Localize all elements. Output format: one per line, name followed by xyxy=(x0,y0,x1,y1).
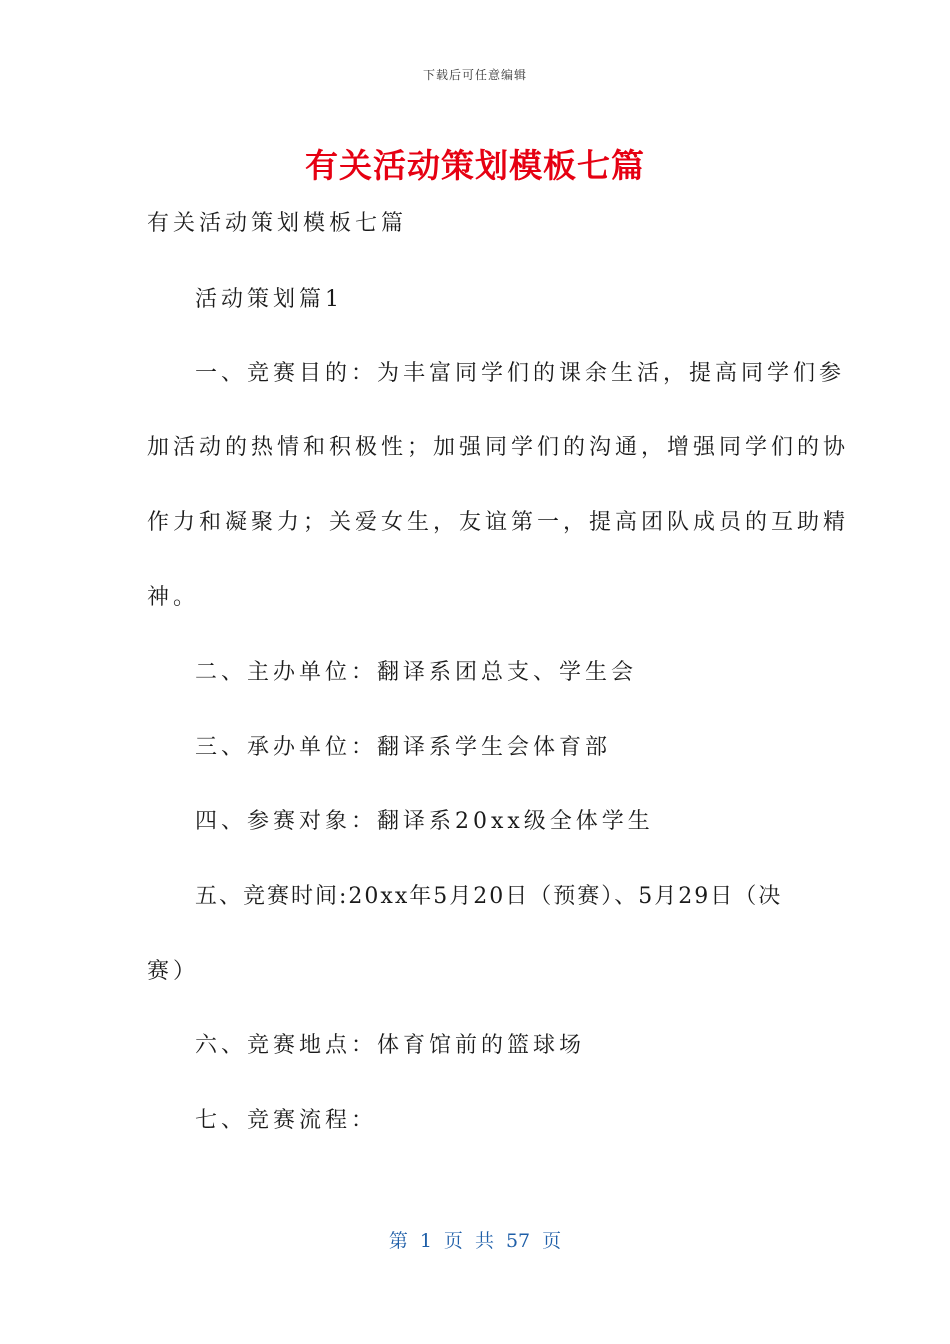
paragraph-line: 四、参赛对象：翻译系20xx级全体学生 xyxy=(195,809,654,834)
section-heading: 活动策划篇1 xyxy=(195,287,343,312)
paragraph-line: 三、承办单位：翻译系学生会体育部 xyxy=(195,735,612,760)
header-note: 下载后可任意编辑 xyxy=(422,68,527,82)
footer-total-pages: 57 xyxy=(505,1230,531,1252)
paragraph-line: 五、竞赛时间:20xx年5月20日（预赛）、5月29日（决 xyxy=(195,884,783,909)
paragraph-line: 七、竞赛流程： xyxy=(195,1108,378,1133)
document-title: 有关活动策划模板七篇 xyxy=(305,146,645,185)
footer-suffix: 页 xyxy=(542,1230,562,1252)
paragraph-line: 作力和凝聚力；关爱女生，友谊第一，提高团队成员的互助精 xyxy=(147,510,850,535)
paragraph-line: 一、竞赛目的：为丰富同学们的课余生活，提高同学们参 xyxy=(195,361,846,386)
paragraph-line: 加活动的热情和积极性；加强同学们的沟通，增强同学们的协 xyxy=(147,435,850,460)
paragraph-line: 赛） xyxy=(147,959,200,984)
paragraph-line: 六、竞赛地点：体育馆前的篮球场 xyxy=(195,1033,586,1058)
footer-current-page: 1 xyxy=(419,1230,432,1252)
document-subtitle: 有关活动策划模板七篇 xyxy=(147,211,408,236)
page-footer xyxy=(0,1226,950,1253)
paragraph-line: 神。 xyxy=(147,585,200,610)
footer-prefix: 第 xyxy=(388,1230,408,1252)
footer-middle: 页 共 xyxy=(443,1230,494,1252)
paragraph-line: 二、主办单位：翻译系团总支、学生会 xyxy=(195,660,638,685)
